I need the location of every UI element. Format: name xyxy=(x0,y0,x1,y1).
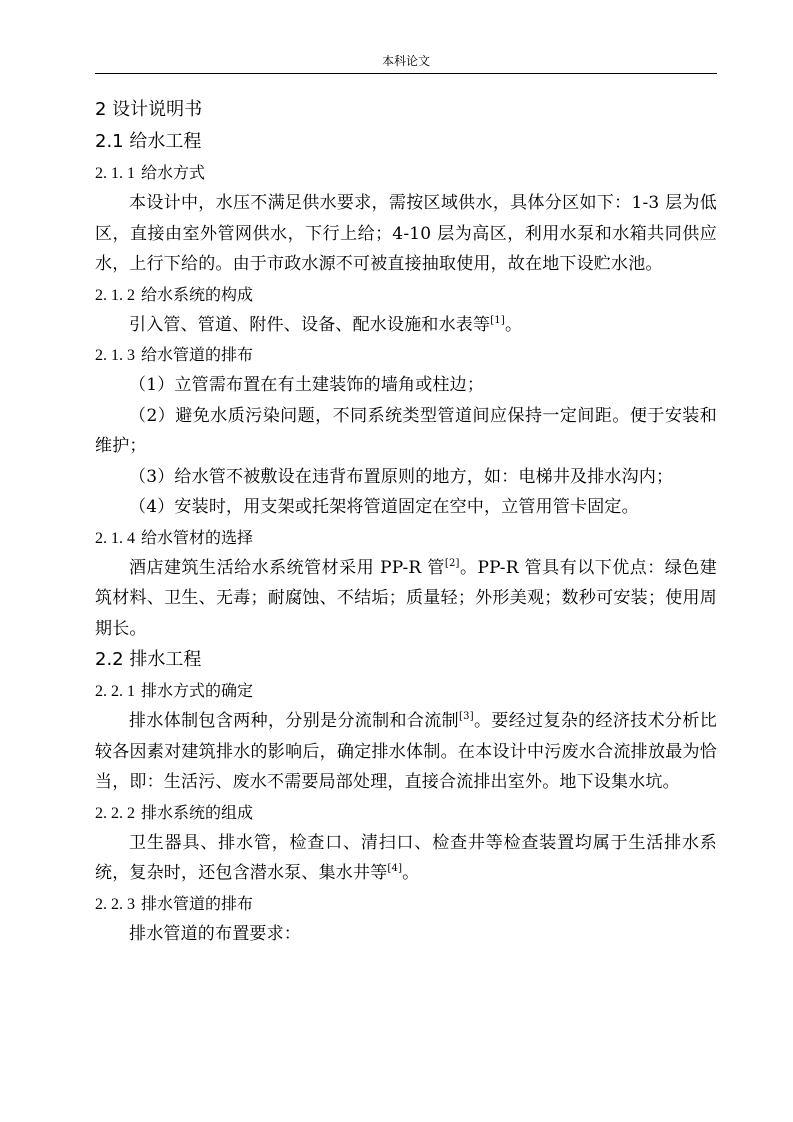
subsection-title: 给水方式 xyxy=(141,163,206,182)
citation-ref: [1] xyxy=(490,314,505,326)
paragraph-2-2-2 xyxy=(95,828,717,889)
paragraph-text: 卫生器具、排水管，检查口、清扫口、检查井等检查装置均属于生活排水系统，复杂时，还包含潜水泵、集水井等 xyxy=(95,832,717,883)
subsection-number: 2. 1. 2 xyxy=(95,286,135,304)
paragraph-end: 。 xyxy=(402,863,420,883)
subsection-heading-2-2-1 xyxy=(95,676,717,706)
paragraph-end: 。 xyxy=(504,314,523,335)
paragraph-2-1-1: 本设计中，水压不满足供水要求，需按区域供水，具体分区如下：1-3 层为低区，直接由室外管网供水，下行上给；4-10 层为高区，利用水泵和水箱共同供应水，上行下给的。由于市政水源不可被直接抽取使用，故在地下设贮水池。 xyxy=(95,193,717,274)
subsection-heading-2-1-2 xyxy=(95,280,717,310)
paragraph-2-2-1 xyxy=(95,706,717,798)
subsection-title: 排水管道的排布 xyxy=(141,893,254,913)
subsection-heading-2-1-4 xyxy=(95,523,717,553)
subsection-number: 2. 2. 2 xyxy=(95,804,135,822)
subsection-number: 2. 1. 4 xyxy=(95,529,135,547)
paragraph-2-1-2 xyxy=(95,310,717,341)
paragraph-text: 。要经过复杂的经济技术分析比较各因素对建筑排水的影响后，确定排水体制。在本设计中污废水合流排放最为恰当，即：生活污、废水不需要局部处理，直接合流排出室外。地下设集水坑。 xyxy=(95,711,717,792)
paragraph-text: 酒店建筑生活给水系统管材采用 PP-R 管 xyxy=(129,557,445,578)
subsection-title: 排水系统的组成 xyxy=(141,802,254,822)
subsection-number: 2. 1. 1 xyxy=(95,165,135,182)
paragraph-2-2-3: 排水管道的布置要求： xyxy=(129,923,301,944)
chapter-heading: 2 设计说明书 xyxy=(95,99,203,120)
subsection-title: 给水系统的构成 xyxy=(141,284,254,304)
subsection-heading-2-2-3 xyxy=(95,889,717,919)
subsection-number: 2. 2. 1 xyxy=(95,683,135,700)
subsection-number: 2. 2. 3 xyxy=(95,895,135,913)
list-item: （3）给水管不被敷设在违背布置原则的地方，如：电梯井及排水沟内； xyxy=(129,466,674,487)
section-heading-2-1: 2.1 给水工程 xyxy=(95,131,202,152)
subsection-title: 给水管道的排布 xyxy=(141,345,254,364)
paragraph-text: 排水体制包含两种，分别是分流制和合流制 xyxy=(129,711,460,731)
list-item: （4）安装时，用支架或托架将管道固定在空中，立管用管卡固定。 xyxy=(129,497,639,517)
paragraph-text: 。PP-R 管具有以下优点：绿色建筑材料、卫生、无毒；耐腐蚀、不结垢；质量轻；外形美观；数秒可安装；使用周期长。 xyxy=(95,557,718,639)
paragraph-2-1-4 xyxy=(95,553,717,645)
page-header: 本科论文 xyxy=(95,54,717,74)
section-heading-2-2: 2.2 排水工程 xyxy=(95,649,202,670)
subsection-heading-2-2-2 xyxy=(95,798,717,828)
page-content xyxy=(95,94,717,949)
list-item: （1）立管需布置在有土建装饰的墙角或柱边； xyxy=(129,375,485,395)
subsection-title: 排水方式的确定 xyxy=(141,681,254,700)
citation-ref: [3] xyxy=(459,711,474,722)
citation-ref: [4] xyxy=(387,863,403,874)
paragraph-text: 引入管、管道、附件、设备、配水设施和水表等 xyxy=(129,314,491,335)
subsection-heading-2-1-3 xyxy=(95,340,717,370)
citation-ref: [2] xyxy=(444,557,460,569)
list-item: （2）避免水质污染问题，不同系统类型管道间应保持一定间距。便于安装和维护； xyxy=(95,405,717,456)
subsection-heading-2-1-1 xyxy=(95,158,717,188)
subsection-number: 2. 1. 3 xyxy=(95,347,135,364)
subsection-title: 给水管材的选择 xyxy=(141,527,254,547)
